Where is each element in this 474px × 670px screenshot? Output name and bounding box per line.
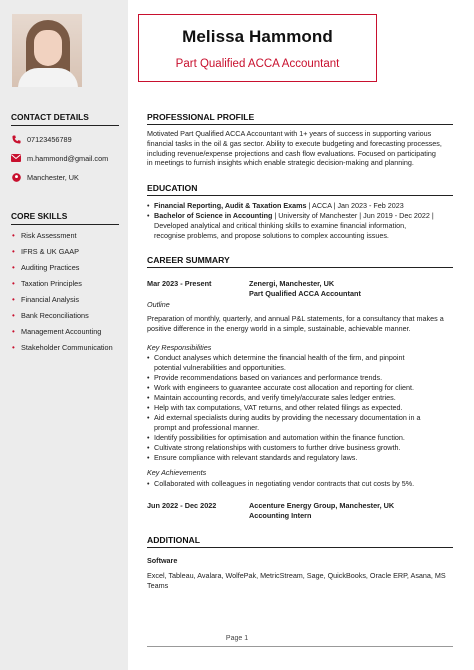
education-item: • Bachelor of Science in Accounting | University of Manchester | Jun 2019 - Dec 2022 | [147,211,434,220]
envelope-icon [11,153,21,163]
outline-text: Preparation of monthly, quarterly, and annual P&L statements, for a consultancy that makes a positive difference in the energy world in a simple, sustainable, achievable manner. [147,314,444,333]
skill-item: • Financial Analysis [12,295,79,304]
profile-heading: PROFESSIONAL PROFILE [147,112,255,122]
responsibility-item: • Cultivate strong relationships with customers to further drive business growth. [147,443,401,452]
contact-email-text: m.hammond@gmail.com [27,153,109,163]
additional-divider [147,547,453,548]
responsibility-item: • Work with engineers to guarantee accurate cost allocation and reporting for client. [147,383,414,392]
achievement-item: • Collaborated with colleagues in negotiating vendor contracts that cut costs by 5%. [147,479,415,488]
additional-heading: ADDITIONAL [147,535,200,545]
responsibility-item: • Identify possibilities for optimisation and automation within the finance function. [147,433,405,442]
responsibility-item: • Maintain accounting records, and verify timely/accurate sales ledger entries. [147,393,396,402]
skills-heading: CORE SKILLS [11,211,68,221]
skill-item: • Bank Reconciliations [12,311,89,320]
location-pin-icon [11,172,21,182]
responsibility-item: • Aid external specialists during audits by providing the necessary documentation in a prompt and professional manner. [147,413,421,432]
responsibility-item: • Provide recommendations based on variances and performance trends. [147,373,383,382]
profile-divider [147,124,453,125]
profile-photo [12,14,82,87]
skill-item: • Auditing Practices [12,263,80,272]
phone-icon [11,134,21,144]
responsibilities-label: Key Responsibilities [147,343,212,352]
skill-item: • Risk Assessment [12,231,77,240]
career-divider [147,267,453,268]
skill-item: • Management Accounting [12,327,102,336]
education-item: • Financial Reporting, Audit & Taxation Exams | ACCA | Jan 2023 - Feb 2023 [147,201,404,210]
responsibility-item: • Conduct analyses which determine the financial health of the firm, and pinpoint potential vulnerabilities and opportunities. [147,353,405,372]
profile-text: Motivated Part Qualified ACCA Accountant with 1+ years of success in supporting various financial tasks in the oil & gas sector. Ability to execute budgeting and forecasting processes, including revenue/expense projections and cash flow evaluations. Focused on participating in meetings to furnish insights which enable strategic decision-making and planning. [147,129,442,168]
page-number: Page 1 [225,635,249,642]
skill-item: • IFRS & UK GAAP [12,247,79,256]
responsibility-item: • Ensure compliance with relevant standards and regulatory laws. [147,453,358,462]
contact-location [11,172,79,182]
career-heading: CAREER SUMMARY [147,255,230,265]
name-box [138,14,377,82]
job2-dates: Jun 2022 - Dec 2022 [147,501,217,510]
skill-item: • Stakeholder Communication [12,343,113,352]
education-heading: EDUCATION [147,183,198,193]
contact-email [11,153,108,163]
contact-phone [11,134,72,144]
candidate-role: Part Qualified ACCA Accountant [175,58,340,70]
candidate-name: Melissa Hammond [182,27,333,46]
software-list: Excel, Tableau, Avalara, WolfePak, MetricStream, Sage, QuickBooks, Oracle ERP, Asana, MS Teams [147,571,446,590]
contact-location-text: Manchester, UK [27,172,79,182]
responsibility-item: • Help with tax computations, VAT returns, and other related filings as expected. [147,403,403,412]
footer-divider [147,646,453,647]
achievements-label: Key Achievements [147,468,207,477]
skills-divider [11,224,119,225]
job2-company-title: Accenture Energy Group, Manchester, UK Accounting Intern [249,501,395,520]
job1-company-title: Zenergi, Manchester, UK Part Qualified ACCA Accountant [249,279,361,298]
contact-phone-text: 07123456789 [27,134,72,144]
outline-label: Outline [147,300,170,309]
job1-dates: Mar 2023 - Present [147,279,212,288]
education-divider [147,195,453,196]
contact-heading: CONTACT DETAILS [11,112,89,122]
contact-divider [11,125,119,126]
education-details: Developed analytical and critical thinking skills to examine financial information, recognise problems, and propose solutions to complex accounting issues. [154,221,407,240]
skill-item: • Taxation Principles [12,279,82,288]
software-label: Software [147,556,178,565]
